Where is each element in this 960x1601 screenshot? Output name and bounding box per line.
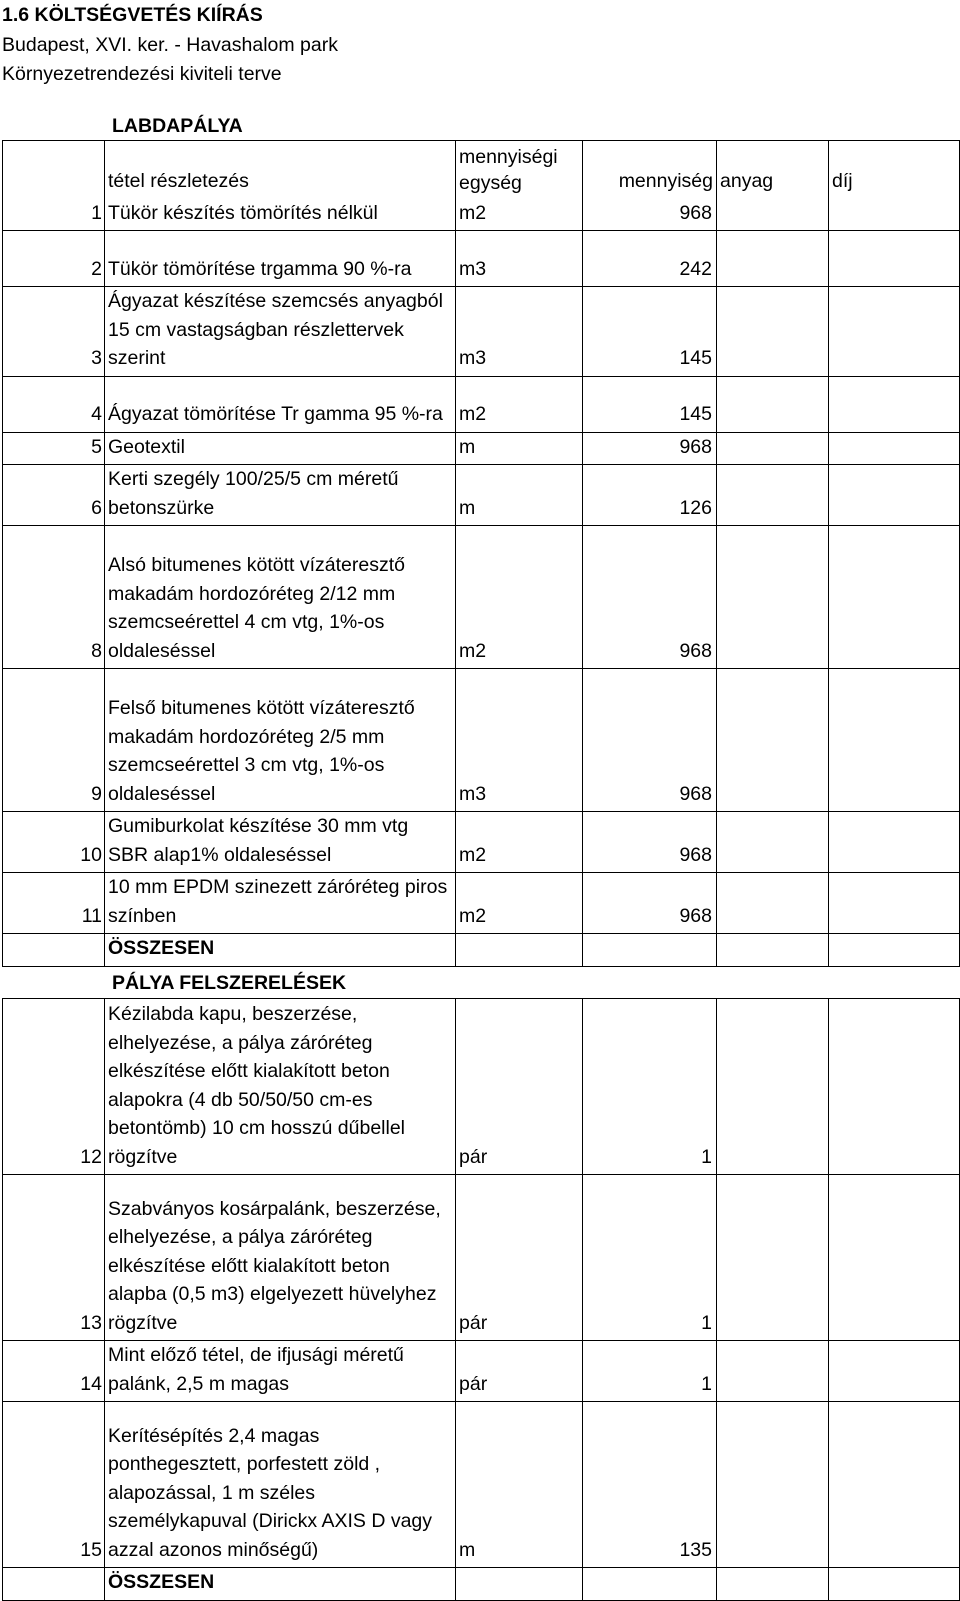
row-fee <box>829 465 960 526</box>
table-row <box>3 812 960 873</box>
document-title: 1.6 KÖLTSÉGVETÉS KIÍRÁS <box>2 4 263 26</box>
row-number: 3 <box>3 287 105 377</box>
row-unit: pár <box>456 999 583 1175</box>
header-fee: díj <box>829 141 960 199</box>
row-material <box>717 432 829 465</box>
table-row <box>3 287 960 377</box>
row-quantity: 145 <box>583 287 717 377</box>
row-fee <box>829 287 960 377</box>
row-fee <box>829 526 960 669</box>
row-number: 9 <box>3 669 105 812</box>
row-unit: m <box>456 432 583 465</box>
row-unit: m3 <box>456 287 583 377</box>
table-row <box>3 432 960 465</box>
row-material <box>717 465 829 526</box>
row-fee <box>829 376 960 432</box>
total-row <box>3 934 960 967</box>
table-row <box>3 231 960 287</box>
row-material <box>717 287 829 377</box>
row-quantity: 968 <box>583 669 717 812</box>
row-material <box>717 812 829 873</box>
table-row <box>3 376 960 432</box>
row-description: Szabványos kosárpalánk, beszerzése, elhelyezése, a pálya záróréteg elkészítése előtt kialakított beton alapba (0,5 m3) elgelyezett hüvelyhez rögzítve <box>105 1175 456 1341</box>
cost-table-labdapalya <box>2 140 960 967</box>
cost-table-palya-felszerelesek <box>2 998 960 1601</box>
row-unit <box>456 934 583 967</box>
row-unit: pár <box>456 1341 583 1402</box>
row-number: 15 <box>3 1402 105 1568</box>
row-fee <box>829 1341 960 1402</box>
total-label: ÖSSZESEN <box>105 1568 456 1601</box>
row-material <box>717 1568 829 1601</box>
header-item-description: tétel részletezés <box>105 141 456 199</box>
table-row <box>3 669 960 812</box>
row-fee <box>829 669 960 812</box>
row-unit: m <box>456 1402 583 1568</box>
row-number: 4 <box>3 376 105 432</box>
row-description: 10 mm EPDM szinezett záróréteg piros színben <box>105 873 456 934</box>
row-material <box>717 669 829 812</box>
row-fee <box>829 873 960 934</box>
row-material <box>717 199 829 231</box>
row-unit: m3 <box>456 231 583 287</box>
table-row <box>3 873 960 934</box>
document-subtitle: Környezetrendezési kiviteli terve <box>2 63 282 85</box>
row-material <box>717 376 829 432</box>
row-number: 6 <box>3 465 105 526</box>
row-number: 8 <box>3 526 105 669</box>
row-quantity <box>583 934 717 967</box>
row-unit: m2 <box>456 873 583 934</box>
row-quantity: 968 <box>583 812 717 873</box>
row-material <box>717 934 829 967</box>
row-quantity <box>583 1568 717 1601</box>
row-description: Geotextil <box>105 432 456 465</box>
table-row <box>3 1175 960 1341</box>
row-number <box>3 934 105 967</box>
row-fee <box>829 934 960 967</box>
row-material <box>717 999 829 1175</box>
row-unit: m3 <box>456 669 583 812</box>
row-fee <box>829 231 960 287</box>
table-row <box>3 199 960 231</box>
row-description: Kézilabda kapu, beszerzése, elhelyezése, a pálya záróréteg elkészítése előtt kialakított beton alapokra (4 db 50/50/50 cm-es betontömb) 10 cm hosszú dűbellel rögzítve <box>105 999 456 1175</box>
row-unit: m2 <box>456 526 583 669</box>
row-quantity: 968 <box>583 199 717 231</box>
row-number: 14 <box>3 1341 105 1402</box>
row-unit: m2 <box>456 376 583 432</box>
row-material <box>717 231 829 287</box>
row-number: 11 <box>3 873 105 934</box>
row-description: Tükör készítés tömörítés nélkül <box>105 199 456 231</box>
table-row <box>3 465 960 526</box>
row-fee <box>829 1568 960 1601</box>
row-material <box>717 526 829 669</box>
row-description: Kerti szegély 100/25/5 cm méretű betonszürke <box>105 465 456 526</box>
row-unit: pár <box>456 1175 583 1341</box>
row-description: Alsó bitumenes kötött vízáteresztő makadám hordozóréteg 2/12 mm szemcseérettel 4 cm vtg, 1%-os oldaleséssel <box>105 526 456 669</box>
row-quantity: 126 <box>583 465 717 526</box>
row-description: Ágyazat tömörítése Tr gamma 95 %-ra <box>105 376 456 432</box>
table-row <box>3 999 960 1175</box>
row-unit: m2 <box>456 199 583 231</box>
row-quantity: 968 <box>583 526 717 669</box>
total-label: ÖSSZESEN <box>105 934 456 967</box>
row-fee <box>829 812 960 873</box>
document-location: Budapest, XVI. ker. - Havashalom park <box>2 34 338 56</box>
row-number: 13 <box>3 1175 105 1341</box>
row-quantity: 135 <box>583 1402 717 1568</box>
row-material <box>717 873 829 934</box>
section-title-labdapalya: LABDAPÁLYA <box>112 115 243 137</box>
row-quantity: 1 <box>583 1175 717 1341</box>
row-quantity: 968 <box>583 873 717 934</box>
row-fee <box>829 1402 960 1568</box>
table-row <box>3 1402 960 1568</box>
row-unit: m <box>456 465 583 526</box>
table-row <box>3 1341 960 1402</box>
row-material <box>717 1341 829 1402</box>
row-quantity: 968 <box>583 432 717 465</box>
header-quantity: mennyiség <box>583 141 717 199</box>
row-fee <box>829 199 960 231</box>
row-quantity: 1 <box>583 999 717 1175</box>
row-description: Kerítésépítés 2,4 magas ponthegesztett, porfestett zöld , alapozással, 1 m széles személykapuval (Dirickx AXIS D vagy azzal azonos minőségű) <box>105 1402 456 1568</box>
header-cell-no <box>3 141 105 199</box>
row-description: Mint előző tétel, de ifjusági méretű palánk, 2,5 m magas <box>105 1341 456 1402</box>
row-description: Felső bitumenes kötött vízáteresztő makadám hordozóréteg 2/5 mm szemcseérettel 3 cm vtg, 1%-os oldaleséssel <box>105 669 456 812</box>
row-fee <box>829 432 960 465</box>
header-material: anyag <box>717 141 829 199</box>
row-number: 12 <box>3 999 105 1175</box>
row-fee <box>829 1175 960 1341</box>
row-description: Ágyazat készítése szemcsés anyagból 15 cm vastagságban részlettervek szerint <box>105 287 456 377</box>
row-material <box>717 1402 829 1568</box>
row-description: Tükör tömörítése trgamma 90 %-ra <box>105 231 456 287</box>
section-title-palya-felszerelesek: PÁLYA FELSZERELÉSEK <box>112 972 347 994</box>
row-quantity: 242 <box>583 231 717 287</box>
row-description: Gumiburkolat készítése 30 mm vtg SBR alap1% oldaleséssel <box>105 812 456 873</box>
total-row <box>3 1568 960 1601</box>
row-quantity: 1 <box>583 1341 717 1402</box>
row-number: 2 <box>3 231 105 287</box>
row-unit <box>456 1568 583 1601</box>
row-number: 5 <box>3 432 105 465</box>
row-material <box>717 1175 829 1341</box>
table-row <box>3 526 960 669</box>
row-number: 1 <box>3 199 105 231</box>
row-number <box>3 1568 105 1601</box>
row-unit: m2 <box>456 812 583 873</box>
row-quantity: 145 <box>583 376 717 432</box>
header-unit: mennyiségi egység <box>456 141 583 199</box>
table-header-row <box>3 141 960 199</box>
row-number: 10 <box>3 812 105 873</box>
row-fee <box>829 999 960 1175</box>
